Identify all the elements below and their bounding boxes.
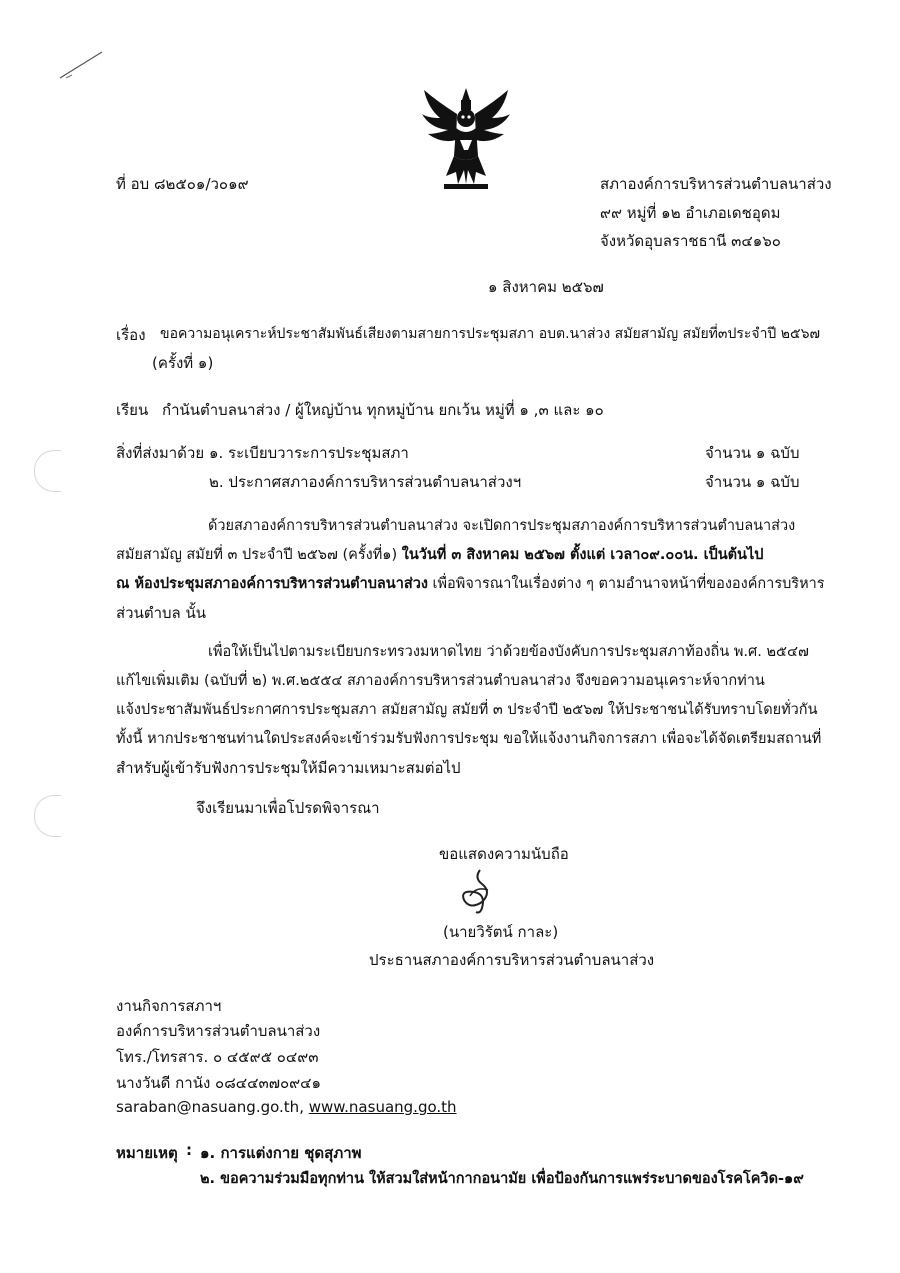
office-address-line: สภาองค์การบริหารส่วนตำบลนาส่วง: [600, 175, 832, 193]
body-paragraph-1-line: [116, 572, 825, 595]
contact-line: งานกิจการสภาฯ: [116, 997, 222, 1015]
meeting-location-text: ณ ห้องประชุมสภาองค์การบริหารส่วนตำบลนาส่วง: [116, 576, 428, 592]
body-paragraph-2-line: ทั้งนี้ หากประชาชนท่านใดประสงค์จะเข้าร่วมรับฟังการประชุม ขอให้แจ้งงานกิจการสภา เพื่อจะได้จัดเตรียมสถานที่: [116, 731, 822, 747]
contact-line: องค์การบริหารส่วนตำบลนาส่วง: [116, 1022, 321, 1040]
enclosure-item: ๒. ประกาศสภาองค์การบริหารส่วนตำบลนาส่วงฯ: [209, 473, 522, 491]
subject-text-continued: (ครั้งที่ ๑): [152, 354, 214, 372]
recipient-text: กำนันตำบลนาส่วง / ผู้ใหญ่บ้าน ทุกหมู่บ้าน ยกเว้น หมู่ที่ ๑ ,๓ และ ๑๐: [162, 401, 604, 419]
body-paragraph-2-line: แก้ไขเพิ่มเติม (ฉบับที่ ๒) พ.ศ.๒๕๕๔ สภาองค์การบริหารส่วนตำบลนาส่วง จึงขอความอนุเคราะห์จากท่าน: [116, 673, 765, 689]
office-address-line: ๙๙ หมู่ที่ ๑๒ อำเภอเดชอุดม: [600, 204, 781, 222]
subject-text: ขอความอนุเคราะห์ประชาสัมพันธ์เสียงตามสายการประชุมสภา อบต.นาส่วง สมัยสามัญ สมัยที่๓ประจำปี ๒๕๖๗: [160, 326, 821, 342]
body-paragraph-2-line: เพื่อให้เป็นไปตามระเบียบกระทรวงมหาดไทย ว่าด้วยข้องบังคับการประชุมสภาท้องถิ่น พ.ศ. ๒๕๔๗: [208, 644, 809, 660]
enclosure-quantity: จำนวน ๑ ฉบับ: [705, 444, 800, 462]
recipient-label: เรียน: [116, 401, 149, 419]
meeting-session-text: สมัยสามัญ สมัยที่ ๓ ประจำปี ๒๕๖๗ (ครั้งที่๑): [116, 547, 402, 563]
punch-hole: [34, 450, 61, 492]
body-paragraph-1-line: [116, 543, 763, 566]
enclosure-item: ๑. ระเบียบวาระการประชุมสภา: [209, 444, 409, 462]
contact-web-line: [116, 1098, 457, 1116]
signatory-position: ประธานสภาองค์การบริหารส่วนตำบลนาส่วง: [369, 951, 655, 969]
body-paragraph-1-line: ด้วยสภาองค์การบริหารส่วนตำบลนาส่วง จะเปิดการประชุมสภาองค์การบริหารส่วนตำบลนาส่วง: [208, 518, 796, 534]
contact-separator: ,: [299, 1098, 309, 1116]
note-item: ๒. ขอความร่วมมือทุกท่าน ให้สวมใส่หน้ากากอนามัย เพื่อป้องกันการแพร่ระบาดของโรคโควิด-๑๙: [200, 1171, 804, 1187]
reference-number: ที่ อบ ๘๒๕๐๑/ว๐๑๙: [116, 175, 249, 193]
handwritten-signature: [452, 866, 502, 916]
body-paragraph-1-line: ส่วนตำบล นั้น: [116, 604, 206, 622]
enclosures-label: สิ่งที่ส่งมาด้วย: [116, 444, 205, 462]
closing-salutation: ขอแสดงความนับถือ: [439, 845, 569, 863]
note-colon: :: [186, 1141, 192, 1159]
body-paragraph-2-line: แจ้งประชาสัมพันธ์ประกาศการประชุมสภา สมัยสามัญ สมัยที่ ๓ ประจำปี ๒๕๖๗ ให้ประชาชนได้รับทราบโดยทั่วกัน: [116, 702, 818, 718]
margin-scribble: [56, 48, 106, 83]
body-paragraph-2-line: สำหรับผู้เข้ารับฟังการประชุมให้มีความเหมาะสมต่อไป: [116, 759, 461, 777]
meeting-date-text: ในวันที่ ๓ สิงหาคม ๒๕๖๗ ตั้งแต่ เวลา๐๙.๐๐น. เป็นต้นไป: [401, 547, 764, 563]
signatory-name: (นายวิรัตน์ กาละ): [443, 923, 559, 941]
website-link[interactable]: www.nasuang.go.th: [308, 1098, 457, 1116]
contact-phone: โทร./โทรสาร. ๐ ๔๕๙๕ ๐๔๙๓: [116, 1048, 319, 1066]
letter-date: ๑ สิงหาคม ๒๕๖๗: [488, 278, 604, 296]
office-address-line: จังหวัดอุบลราชธานี ๓๔๑๖๐: [600, 232, 781, 250]
closing-request: จึงเรียนมาเพื่อโปรดพิจารณา: [196, 799, 380, 817]
punch-hole: [34, 795, 61, 837]
note-label: หมายเหตุ: [116, 1144, 178, 1162]
contact-email: saraban@nasuang.go.th: [116, 1098, 300, 1116]
contact-person: นางวันดี กานัง ๐๘๔๔๓๗๐๙๔๑: [116, 1074, 322, 1092]
subject-label: เรื่อง: [116, 326, 146, 344]
note-item: ๑. การแต่งกาย ชุดสุภาพ: [200, 1144, 362, 1162]
enclosure-quantity: จำนวน ๑ ฉบับ: [705, 473, 800, 491]
garuda-emblem-icon: [418, 84, 514, 194]
meeting-purpose-text: เพื่อพิจารณาในเรื่องต่าง ๆ ตามอำนาจหน้าที่ขององค์การบริหาร: [427, 576, 825, 592]
